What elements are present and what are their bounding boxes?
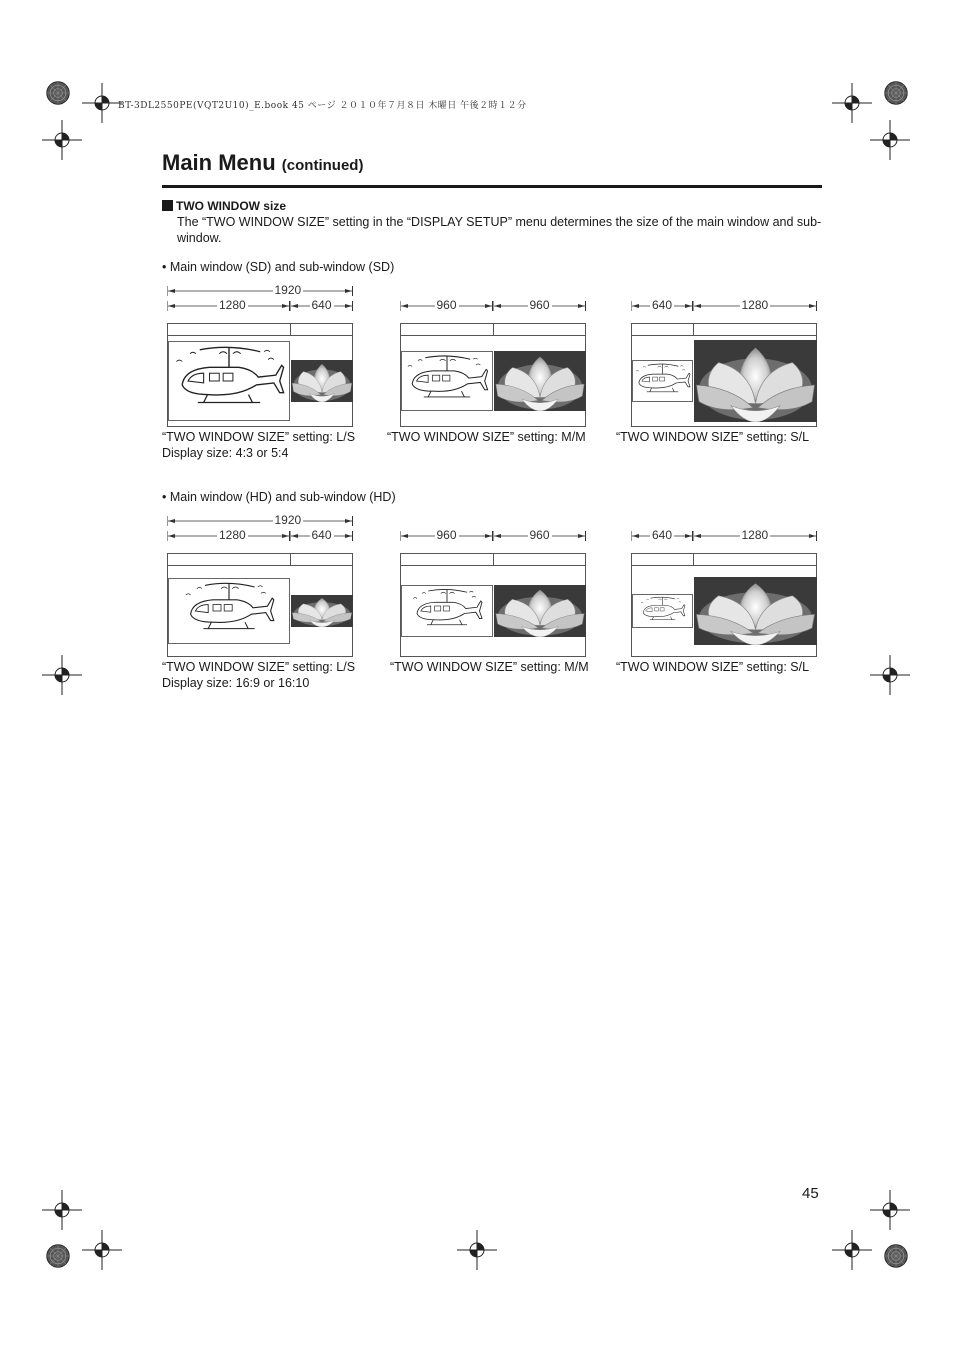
screen-top-band — [167, 565, 353, 566]
lotus-window — [694, 577, 817, 645]
registration-mark-icon — [42, 120, 82, 160]
helicopter-window — [632, 360, 693, 402]
right-width-label: 1280 — [741, 298, 769, 312]
lotus-photo-icon — [694, 340, 817, 422]
square-bullet-icon — [162, 200, 173, 211]
left-width-label: 640 — [652, 298, 673, 312]
screen-top-band — [631, 565, 817, 566]
total-width-label: 1920 — [274, 513, 302, 527]
registration-mark-icon — [832, 1230, 872, 1270]
helicopter-illustration-icon — [169, 579, 289, 643]
color-target-icon — [883, 1243, 909, 1269]
helicopter-window — [168, 341, 290, 421]
display-size-note: Display size: 4:3 or 5:4 — [162, 446, 289, 460]
lotus-window — [494, 585, 586, 637]
lotus-window — [494, 351, 586, 411]
split-line — [493, 553, 494, 565]
screen-top-band — [400, 335, 586, 336]
registration-mark-icon — [832, 83, 872, 123]
right-width-label: 640 — [311, 298, 332, 312]
left-width-label: 1280 — [219, 528, 246, 542]
split-line — [693, 553, 694, 565]
setting-caption: “TWO WINDOW SIZE” setting: L/S — [162, 430, 356, 444]
color-target-icon — [883, 80, 909, 106]
total-width-dimension — [167, 286, 353, 296]
group-bullet: • Main window (SD) and sub-window (SD) — [162, 260, 395, 274]
lotus-photo-icon — [494, 351, 586, 411]
lotus-photo-icon — [694, 577, 817, 645]
setting-caption: “TWO WINDOW SIZE” setting: S/L — [616, 430, 810, 444]
helicopter-window — [401, 585, 493, 637]
total-width-dimension — [167, 516, 353, 526]
right-width-label: 640 — [311, 528, 332, 542]
section-heading-text: TWO WINDOW size — [176, 199, 286, 213]
left-width-label: 960 — [436, 528, 457, 542]
registration-mark-icon — [82, 83, 122, 123]
setting-caption: “TWO WINDOW SIZE” setting: M/M — [390, 660, 589, 674]
registration-mark-icon — [870, 1190, 910, 1230]
title-rule — [162, 185, 822, 188]
page-title-suffix: (continued) — [281, 157, 364, 174]
right-width-label: 960 — [529, 298, 550, 312]
registration-mark-icon — [457, 1230, 497, 1270]
setting-caption: “TWO WINDOW SIZE” setting: S/L — [616, 660, 810, 674]
right-width-label: 960 — [529, 528, 550, 542]
lotus-photo-icon — [291, 360, 353, 402]
helicopter-illustration-icon — [633, 361, 692, 401]
registration-mark-icon — [870, 120, 910, 160]
helicopter-window — [168, 578, 290, 644]
registration-mark-icon — [42, 655, 82, 695]
helicopter-illustration-icon — [402, 352, 492, 410]
registration-mark-icon — [82, 1230, 122, 1270]
screen-top-band — [631, 335, 817, 336]
page-title — [162, 150, 363, 176]
display-size-note: Display size: 16:9 or 16:10 — [162, 676, 310, 690]
section-heading — [162, 199, 286, 213]
total-width-label: 1920 — [274, 283, 302, 297]
setting-caption: “TWO WINDOW SIZE” setting: L/S — [162, 660, 356, 674]
color-target-icon — [45, 1243, 71, 1269]
split-line — [693, 323, 694, 335]
registration-mark-icon — [42, 1190, 82, 1230]
screen-top-band — [400, 565, 586, 566]
helicopter-illustration-icon — [169, 342, 289, 420]
split-line — [290, 553, 291, 565]
split-line — [290, 323, 291, 335]
page-title-text: Main Menu — [162, 150, 276, 175]
file-header: BT-3DL2550PE(VQT2U10)_E.book 45 ページ ２０１０年７月８日 木曜日 午後２時１２分 — [118, 101, 527, 111]
lotus-window — [694, 340, 817, 422]
split-line — [493, 323, 494, 335]
setting-caption: “TWO WINDOW SIZE” setting: M/M — [387, 430, 586, 444]
left-width-label: 1280 — [219, 298, 246, 312]
group-bullet: • Main window (HD) and sub-window (HD) — [162, 490, 396, 504]
helicopter-illustration-icon — [633, 595, 692, 627]
left-width-label: 640 — [652, 528, 673, 542]
section-description: The “TWO WINDOW SIZE” setting in the “DISPLAY SETUP” menu determines the size of the main window and sub-window. — [177, 215, 822, 245]
lotus-photo-icon — [494, 585, 586, 637]
registration-mark-icon — [870, 655, 910, 695]
color-target-icon — [45, 80, 71, 106]
screen-top-band — [167, 335, 353, 336]
right-width-label: 1280 — [741, 528, 769, 542]
helicopter-illustration-icon — [402, 586, 492, 636]
lotus-window — [291, 595, 353, 627]
page-number: 45 — [802, 1185, 819, 1202]
left-width-label: 960 — [436, 298, 457, 312]
lotus-photo-icon — [291, 595, 353, 627]
lotus-window — [291, 360, 353, 402]
helicopter-window — [401, 351, 493, 411]
helicopter-window — [632, 594, 693, 628]
